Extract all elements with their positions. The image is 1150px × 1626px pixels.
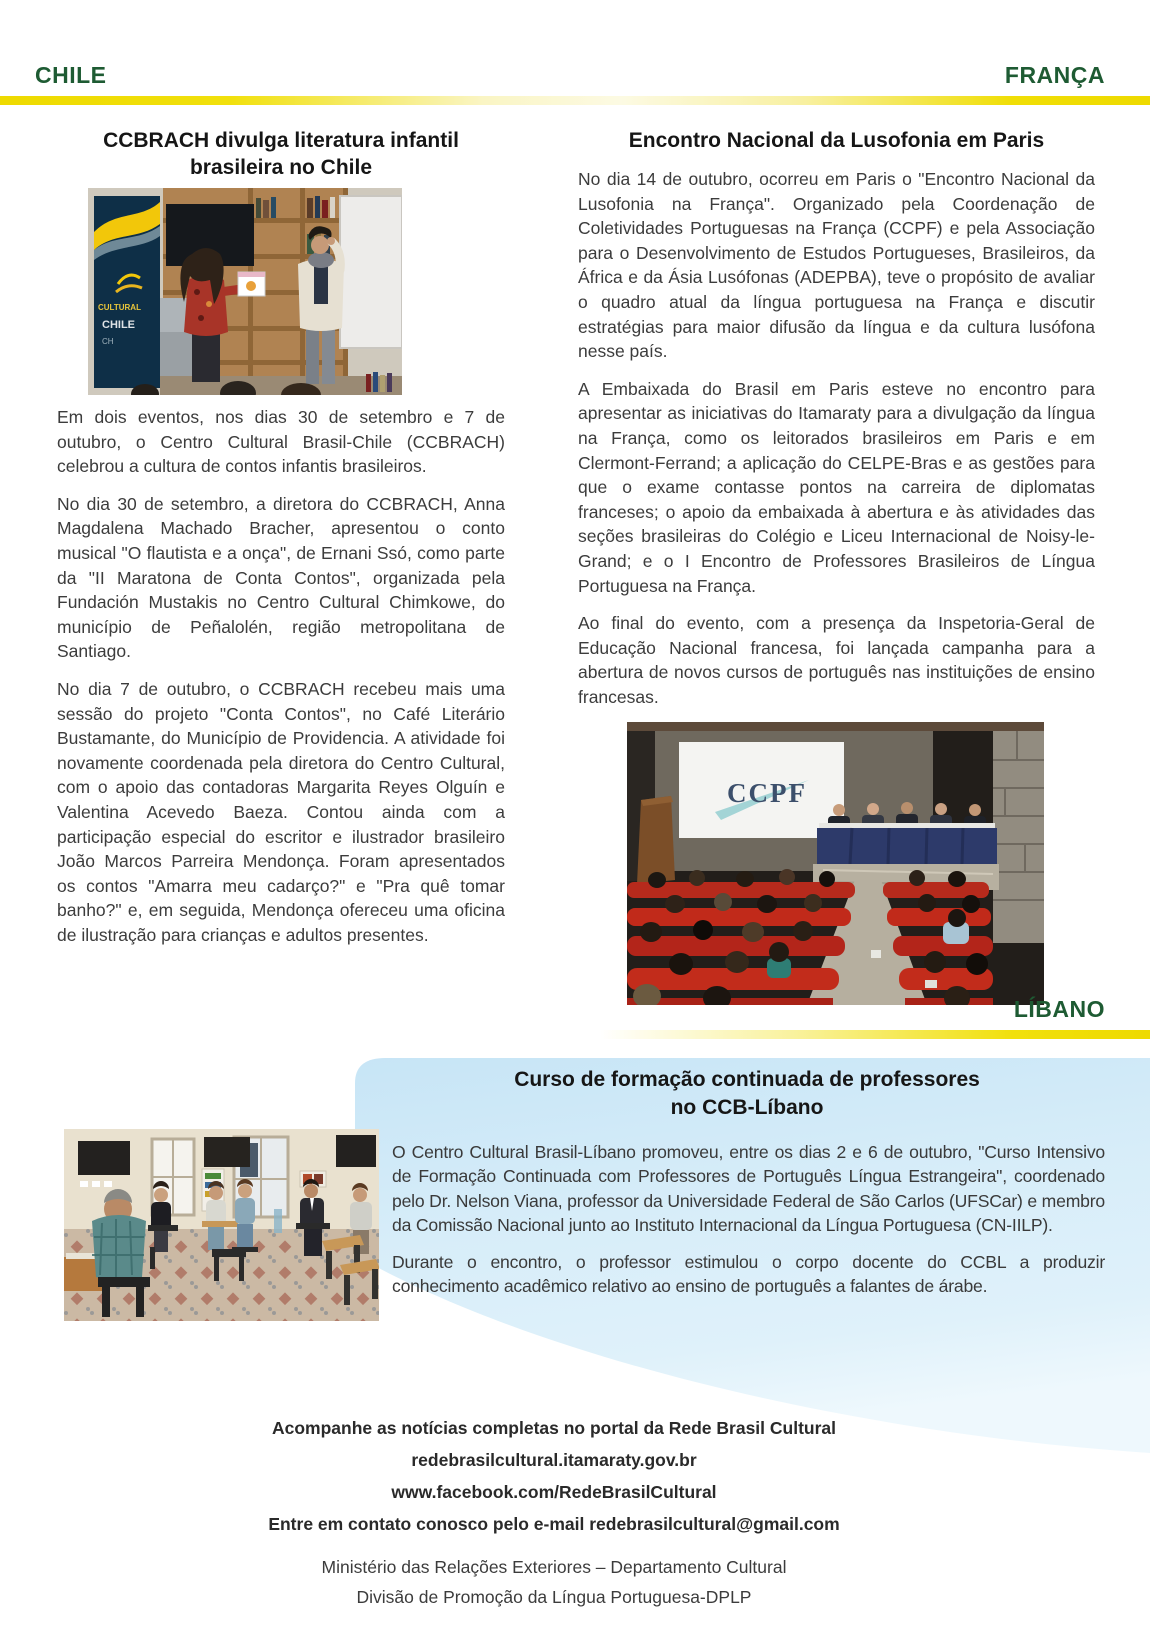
section-label-franca: FRANÇA bbox=[1004, 62, 1105, 88]
chile-article bbox=[57, 127, 505, 960]
chile-paragraph-3: No dia 7 de outubro, o CCBRACH recebeu mais uma sessão do projeto "Conta Contos", no Café Literário Bustamante, do Município de Providencia. A atividade foi novamente coordenada pela diretora do Centro Cultural, com o apoio das contadoras Margarita Reyes Olguín e Valentina Acevedo Baeza. Contou ainda com a participação especial do escritor e ilustrador brasileiro João Marcos Parreira Mendonça. Foram apresentados os contos "Amarra meu cadarço?" e "Pra quê tomar banho?" e, em seguida, Mendonça ofereceu uma oficina de ilustração para crianças e adultos presentes. bbox=[57, 678, 505, 945]
libano-article-title bbox=[390, 1066, 1104, 1122]
chile-article-title bbox=[57, 127, 505, 181]
ccbrach-banner bbox=[94, 196, 160, 388]
stone-pillar bbox=[993, 731, 1044, 943]
franca-article-title: Encontro Nacional da Lusofonia em Paris bbox=[628, 129, 1045, 152]
franca-paragraph-3: Ao final do evento, com a presença da Inspetoria-Geral de Educação Nacional francesa, foi lançada campanha para a abertura de novos cursos de português nas instituições de ensino francesas. bbox=[578, 613, 1095, 707]
svg-text:CCPF: CCPF bbox=[727, 778, 807, 809]
chile-title-line1: CCBRACH divulga literatura infantil bbox=[103, 129, 459, 152]
section-label-chile: CHILE bbox=[35, 62, 107, 88]
franca-paragraph-1: No dia 14 de outubro, ocorreu em Paris o "Encontro Nacional da Lusofonia na França". Organizado pela Coordenação de Coletividades Portuguesas na França (CCPF) e pela Associação para o Desenvolvimento de Estudos Portugueses, Brasileiros, da África e da Ásia Lusófonas (ADEPBA), teve o propósito de avaliar o quadro atual da língua portuguesa na França e discutir estratégias para maior difusão da língua e da cultura lusófona nesse país. bbox=[578, 169, 1095, 362]
franca-photo-illustration bbox=[627, 722, 1044, 1005]
footer bbox=[0, 1412, 1108, 1612]
section-label-libano: LÍBANO bbox=[1013, 996, 1105, 1022]
chile-paragraph-2: No dia 30 de setembro, a diretora do CCBRACH, Anna Magdalena Machado Bracher, apresentou o conto musical "O flautista e a onça", de Ernani Ssó, como parte da "II Maratona de Conta Contos", organizada pela Fundación Mustakis no Centro Cultural Chimkowe, do município de Peñalolén, região metropolitana de Santiago. bbox=[57, 493, 505, 662]
footer-division-line: Divisão de Promoção da Língua Portuguesa-DPLP bbox=[356, 1587, 752, 1607]
chile-title-line2: brasileira no Chile bbox=[189, 156, 373, 179]
panel-table bbox=[817, 802, 997, 864]
libano-title-line1: Curso de formação continuada de professores bbox=[514, 1068, 980, 1091]
svg-text:CHILE: CHILE bbox=[102, 319, 135, 331]
libano-article-body bbox=[392, 1140, 1105, 1310]
chile-paragraph-1: Em dois eventos, nos dias 30 de setembro e 7 de outubro, o Centro Cultural Brasil-Chile (CCBRACH) celebrou a cultura de contos infantis brasileiros. bbox=[57, 407, 505, 477]
chile-photo bbox=[88, 188, 505, 395]
libano-photo-illustration bbox=[64, 1129, 379, 1321]
franca-paragraph-2: A Embaixada do Brasil em Paris esteve no encontro para apresentar as iniciativas do Itamaraty para a divulgação da língua na França, como os leitorados brasileiros em Paris e em Clermont-Ferrand; a aplicação do CELPE-Bras e as gestões para que o exame contasse pontos na carreira de diplomatas franceses; o apoio da embaixada à abertura e às atividades das seções brasileiras do Colégio e Liceu Internacional de Noisy-le-Grand; e o I Encontro de Professores Brasileiros de Língua Portuguesa na França. bbox=[578, 378, 1095, 596]
chile-article-body bbox=[57, 405, 505, 947]
yellow-rule-top bbox=[0, 96, 1150, 105]
podium bbox=[637, 796, 675, 884]
whiteboard bbox=[340, 196, 402, 348]
libano-paragraph-2: Durante o encontro, o professor estimulou o corpo docente do CCBL a produzir conhecimento acadêmico relativo ao ensino de português a falantes de árabe. bbox=[392, 1251, 1105, 1297]
chile-photo-illustration bbox=[88, 188, 402, 395]
footer-email-line: Entre em contato conosco pelo e-mail redebrasilcultural@gmail.com bbox=[268, 1514, 840, 1534]
libano-paragraph-1: O Centro Cultural Brasil-Líbano promoveu, entre os dias 2 e 6 de outubro, "Curso Intensivo de Formação Continuada com Professores de Português Língua Estrangeira", coordenado pelo Dr. Nelson Viana, professor da Universidade Federal de São Carlos (UFSCar) e membro da Comissão Nacional junto ao Instituto Internacional da Língua Portuguesa (CN-IILP). bbox=[392, 1142, 1105, 1236]
svg-text:CH: CH bbox=[102, 337, 114, 346]
franca-article-body bbox=[578, 167, 1095, 709]
footer-ministry-line: Ministério das Relações Exteriores – Departamento Cultural bbox=[321, 1557, 787, 1577]
yellow-rule-libano bbox=[600, 1030, 1150, 1039]
libano-title-line2: no CCB-Líbano bbox=[670, 1096, 824, 1119]
picture-book bbox=[238, 272, 265, 296]
footer-portal-url: redebrasilcultural.itamaraty.gov.br bbox=[411, 1450, 697, 1470]
svg-text:CULTURAL: CULTURAL bbox=[98, 303, 141, 312]
franca-article bbox=[578, 127, 1095, 1005]
footer-facebook-url: www.facebook.com/RedeBrasilCultural bbox=[391, 1482, 717, 1502]
footer-portal-line: Acompanhe as notícias completas no portal da Rede Brasil Cultural bbox=[271, 1418, 837, 1438]
libano-photo bbox=[64, 1129, 379, 1321]
footer-ministry-block bbox=[0, 1552, 1108, 1612]
franca-photo bbox=[627, 722, 1095, 1005]
